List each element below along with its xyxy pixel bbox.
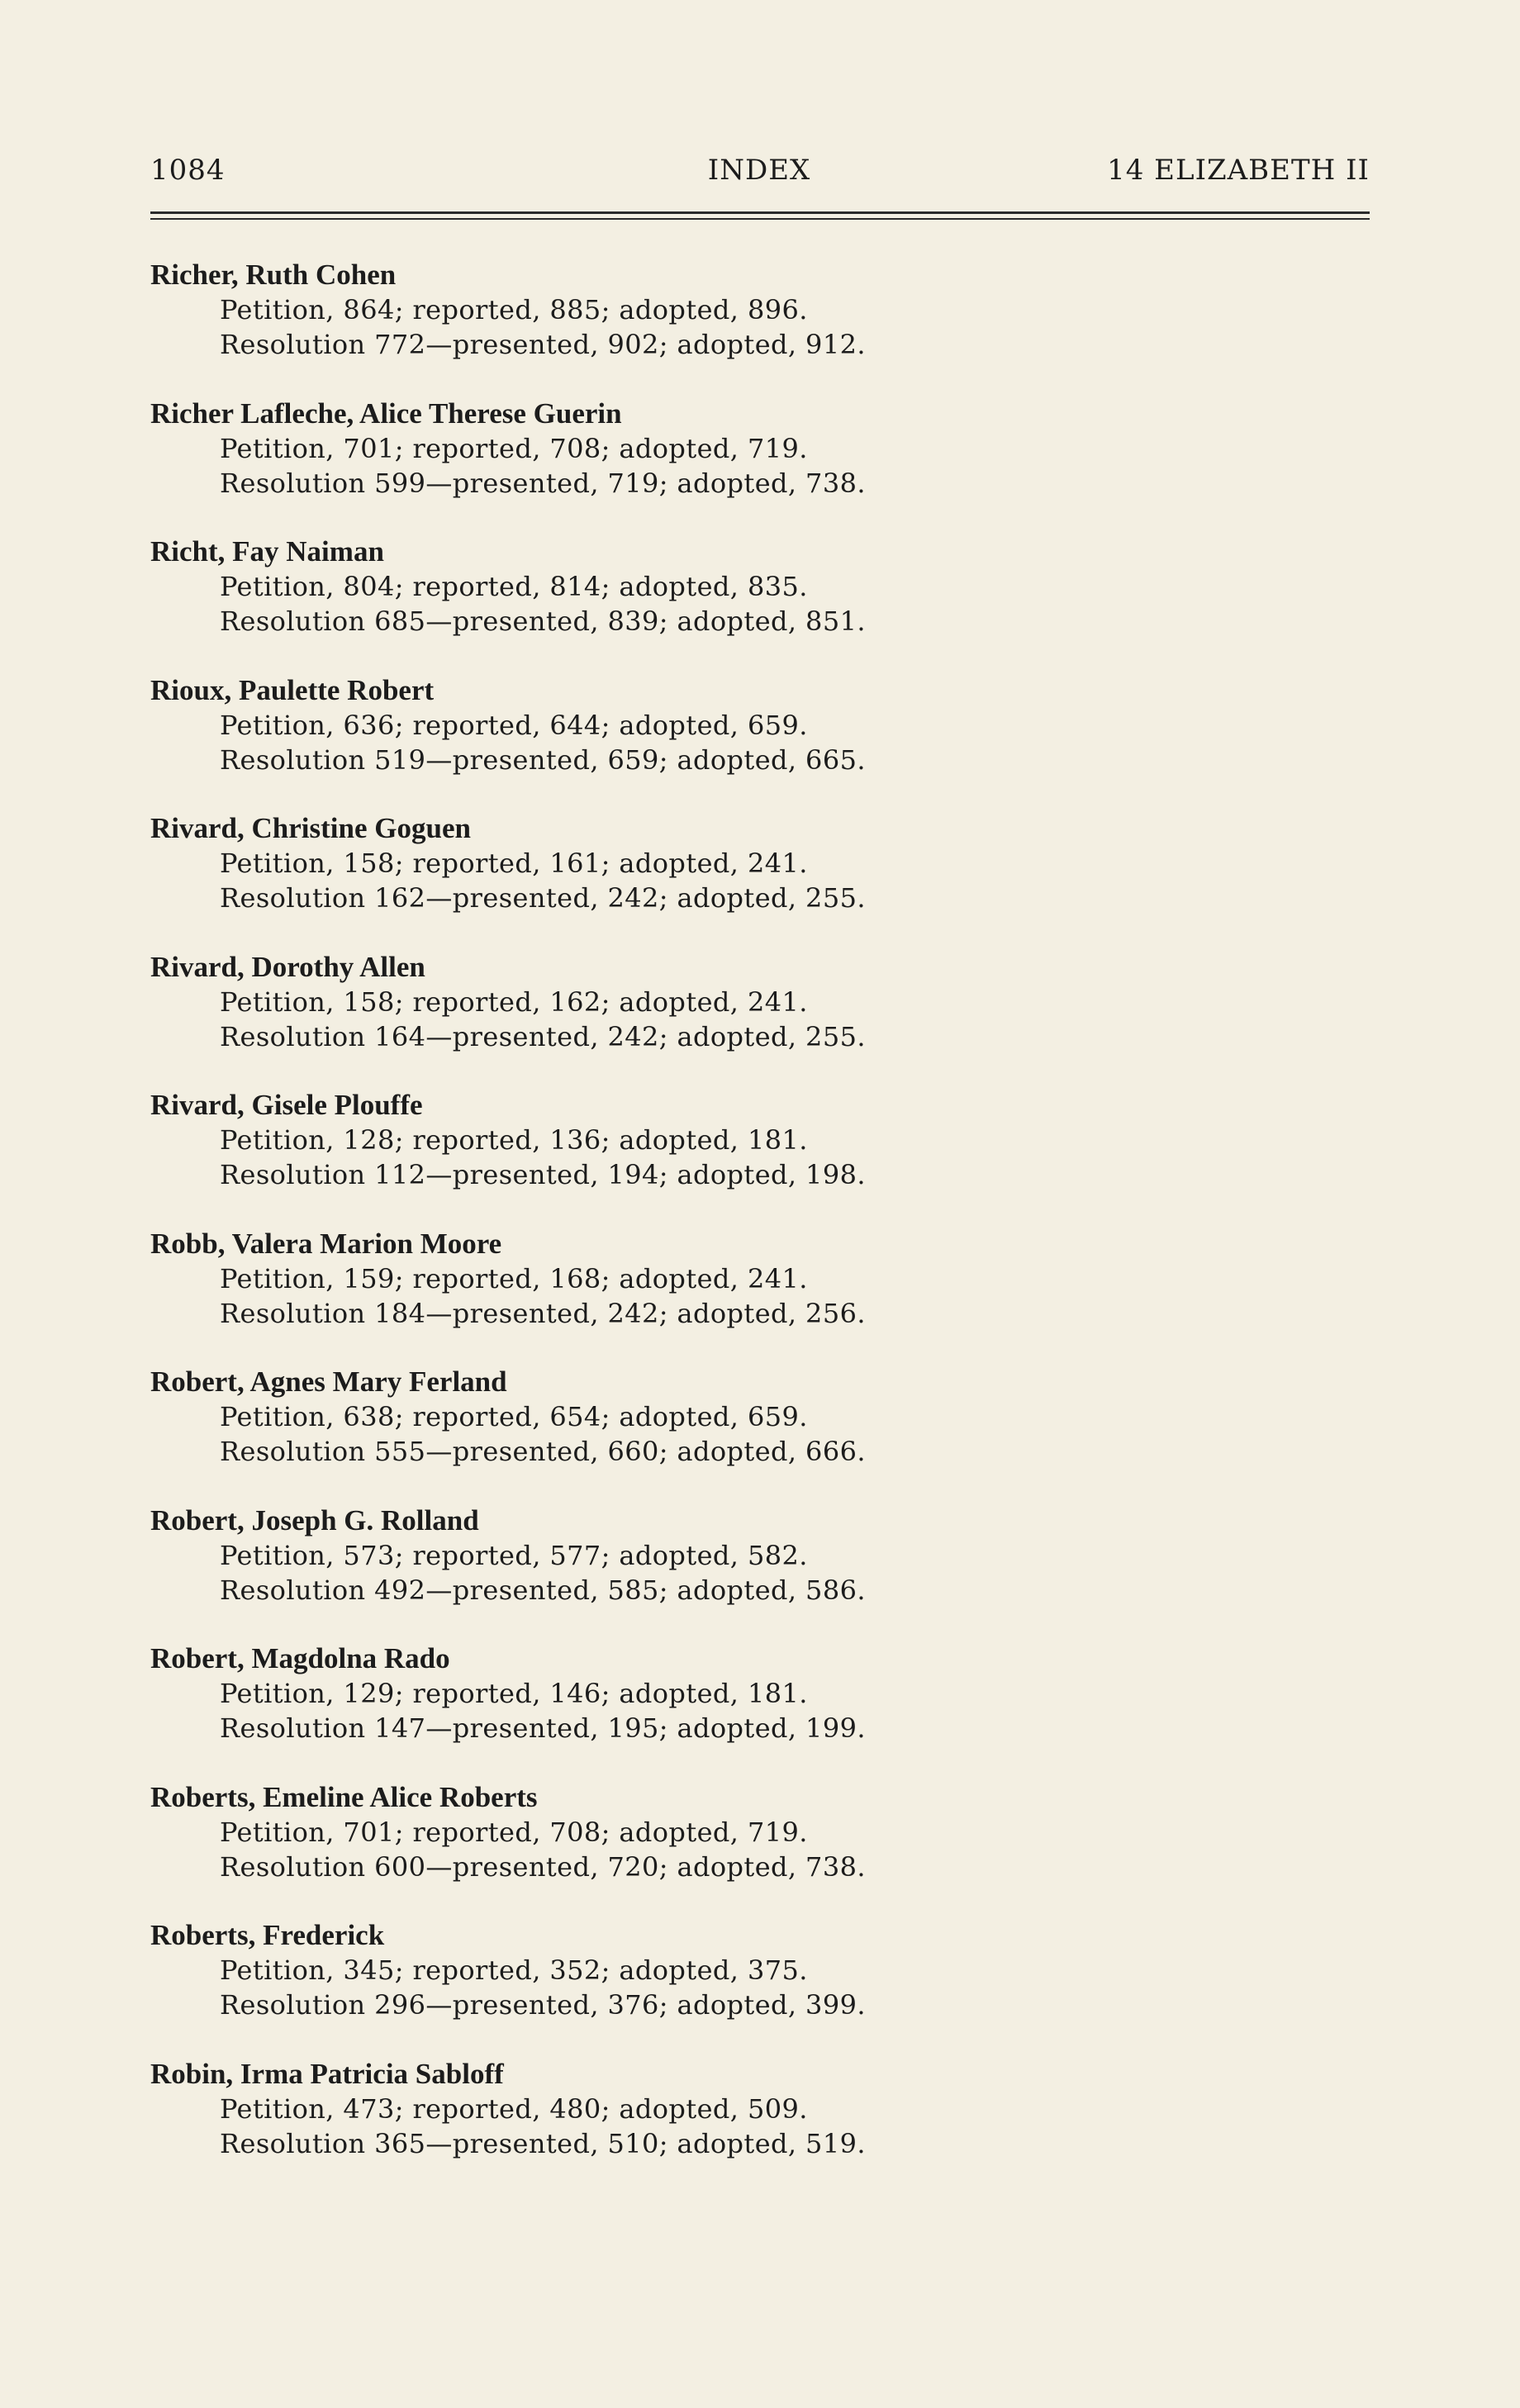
volume-label: 14 ELIZABETH II bbox=[1107, 154, 1370, 187]
entry-petition: Petition, 129; reported, 146; adopted, 181. bbox=[220, 1678, 808, 1709]
entry-petition: Petition, 158; reported, 162; adopted, 241. bbox=[220, 986, 808, 1018]
entry-petition: Petition, 804; reported, 814; adopted, 835. bbox=[220, 571, 808, 602]
entry-name: Robin, Irma Patricia Sabloff bbox=[150, 2057, 504, 2090]
index-entry bbox=[150, 811, 1307, 950]
entry-petition: Petition, 638; reported, 654; adopted, 659. bbox=[220, 1401, 808, 1432]
entry-resolution: Resolution 772—presented, 902; adopted, 912. bbox=[220, 329, 866, 360]
entry-resolution: Resolution 555—presented, 660; adopted, 666. bbox=[220, 1436, 866, 1467]
index-entries bbox=[150, 258, 1307, 2195]
entry-name: Robert, Magdolna Rado bbox=[150, 1642, 450, 1674]
entry-resolution: Resolution 147—presented, 195; adopted, 199. bbox=[220, 1712, 866, 1744]
index-entry bbox=[150, 1227, 1307, 1365]
entry-petition: Petition, 158; reported, 161; adopted, 241. bbox=[220, 848, 808, 879]
header-rule bbox=[150, 211, 1370, 214]
header-rule bbox=[150, 218, 1370, 220]
entry-resolution: Resolution 599—presented, 719; adopted, 738. bbox=[220, 467, 866, 499]
entry-petition: Petition, 345; reported, 352; adopted, 375. bbox=[220, 1954, 808, 1986]
entry-resolution: Resolution 112—presented, 194; adopted, 198. bbox=[220, 1159, 866, 1190]
entry-petition: Petition, 701; reported, 708; adopted, 719. bbox=[220, 1816, 808, 1848]
entry-resolution: Resolution 492—presented, 585; adopted, 586. bbox=[220, 1574, 866, 1606]
entry-resolution: Resolution 685—presented, 839; adopted, 851. bbox=[220, 606, 866, 637]
index-entry bbox=[150, 258, 1307, 397]
entry-resolution: Resolution 296—presented, 376; adopted, 399. bbox=[220, 1989, 866, 2021]
entry-petition: Petition, 864; reported, 885; adopted, 896. bbox=[220, 294, 808, 325]
index-entry bbox=[150, 2057, 1307, 2196]
entry-petition: Petition, 128; reported, 136; adopted, 181. bbox=[220, 1124, 808, 1156]
entry-name: Rioux, Paulette Robert bbox=[150, 673, 435, 706]
index-entry bbox=[150, 1918, 1307, 2057]
entry-name: Roberts, Emeline Alice Roberts bbox=[150, 1780, 538, 1813]
entry-resolution: Resolution 519—presented, 659; adopted, 665. bbox=[220, 743, 866, 776]
entry-name: Richt, Fay Naiman bbox=[150, 535, 384, 568]
entry-name: Robb, Valera Marion Moore bbox=[150, 1227, 502, 1260]
index-entry bbox=[150, 1365, 1307, 1503]
entry-resolution: Resolution 162—presented, 242; adopted, 255. bbox=[220, 882, 866, 914]
page-number: 1084 bbox=[150, 154, 226, 187]
entry-name: Richer Lafleche, Alice Therese Guerin bbox=[150, 397, 622, 430]
index-entry bbox=[150, 397, 1307, 535]
index-entry bbox=[150, 950, 1307, 1089]
entry-resolution: Resolution 365—presented, 510; adopted, 519. bbox=[220, 2127, 866, 2159]
index-entry bbox=[150, 1503, 1307, 1642]
entry-name: Rivard, Christine Goguen bbox=[150, 812, 471, 844]
entry-name: Rivard, Gisele Plouffe bbox=[150, 1089, 423, 1121]
entry-petition: Petition, 636; reported, 644; adopted, 659. bbox=[220, 709, 808, 741]
entry-name: Richer, Ruth Cohen bbox=[150, 259, 397, 291]
index-entry bbox=[150, 673, 1307, 812]
entry-petition: Petition, 159; reported, 168; adopted, 241. bbox=[220, 1262, 808, 1294]
entry-resolution: Resolution 164—presented, 242; adopted, 255. bbox=[220, 1020, 866, 1052]
page-title: INDEX bbox=[707, 154, 811, 187]
index-entry bbox=[150, 534, 1307, 673]
index-entry bbox=[150, 1088, 1307, 1227]
index-entry bbox=[150, 1641, 1307, 1780]
entry-name: Robert, Joseph G. Rolland bbox=[150, 1503, 479, 1536]
entry-name: Roberts, Frederick bbox=[150, 1919, 385, 1951]
entry-resolution: Resolution 600—presented, 720; adopted, 738. bbox=[220, 1850, 866, 1883]
entry-resolution: Resolution 184—presented, 242; adopted, 256. bbox=[220, 1297, 866, 1329]
index-entry bbox=[150, 1780, 1307, 1919]
page-header bbox=[149, 154, 1370, 195]
entry-name: Robert, Agnes Mary Ferland bbox=[150, 1365, 507, 1398]
entry-petition: Petition, 473; reported, 480; adopted, 509. bbox=[220, 2092, 808, 2125]
entry-petition: Petition, 573; reported, 577; adopted, 582. bbox=[220, 1539, 808, 1571]
entry-petition: Petition, 701; reported, 708; adopted, 719. bbox=[220, 432, 808, 464]
entry-name: Rivard, Dorothy Allen bbox=[150, 950, 425, 983]
